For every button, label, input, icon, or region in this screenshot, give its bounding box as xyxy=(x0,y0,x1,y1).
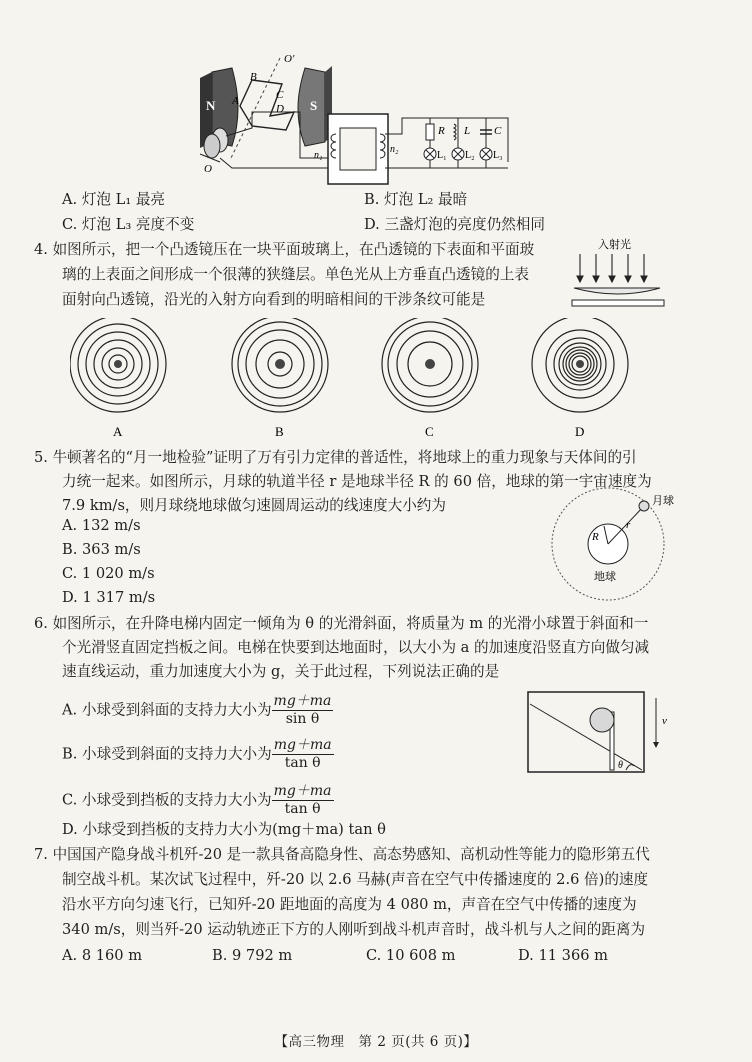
q5-line-2: 力统一起来。如图所示，月球的轨道半径 r 是地球半径 R 的 60 倍，地球的第一宇宙速度为 xyxy=(62,473,652,490)
q6-line-1: 6. 如图所示，在升降电梯内固定一倾角为 θ 的光滑斜面，将质量为 m 的光滑小球置于斜面和一 xyxy=(34,615,649,632)
q6-option-d: D. 小球受到挡板的支持力大小为(mg＋ma) tan θ xyxy=(62,821,386,838)
svg-text:C: C xyxy=(494,125,502,137)
svg-text:月球: 月球 xyxy=(652,495,674,507)
svg-text:r: r xyxy=(626,519,631,531)
q7-line-2: 制空战斗机。某次试飞过程中，歼-20 以 2.6 马赫(声音在空气中传播速度的 2.6 倍)的速度 xyxy=(62,871,649,888)
svg-text:θ: θ xyxy=(618,760,623,771)
svg-text:n₁: n₁ xyxy=(314,150,323,161)
svg-text:C: C xyxy=(276,89,284,101)
q7-option-c: C. 10 608 m xyxy=(366,947,456,964)
q4-line-1: 4. 如图所示，把一个凸透镜压在一块平面玻璃上，在凸透镜的下表面和平面玻 xyxy=(34,241,535,258)
svg-text:D: D xyxy=(276,103,284,115)
q3-option-a: A. 灯泡 L₁ 最亮 xyxy=(62,191,166,208)
q7-line-1: 7. 中国国产隐身战斗机歼-20 是一款具备高隐身性、高态势感知、高机动性等能力的隐形第五代 xyxy=(34,846,650,863)
svg-text:入射光: 入射光 xyxy=(598,239,631,251)
svg-text:O: O xyxy=(204,163,212,175)
q7-option-d: D. 11 366 m xyxy=(518,947,608,964)
q5-line-3: 7.9 km/s，则月球绕地球做匀速圆周运动的线速度大小约为 xyxy=(62,497,447,514)
q7-option-a: A. 8 160 m xyxy=(62,947,143,964)
q7-line-4: 340 m/s，则当歼-20 运动轨迹正下方的人刚听到战斗机声音时，战斗机与人之间的距离为 xyxy=(62,921,646,938)
q3-option-d: D. 三盏灯泡的亮度仍然相同 xyxy=(364,216,545,233)
svg-text:L: L xyxy=(464,125,471,137)
q6-line-2: 个光滑竖直固定挡板之间。电梯在快要到达地面时，以大小为 a 的加速度沿竖直方向做匀减 xyxy=(62,639,650,656)
svg-text:v: v xyxy=(662,715,667,727)
q7-line-3: 沿水平方向匀速飞行，已知歼-20 距地面的高度为 4 080 m，声音在空气中传播的速度为 xyxy=(62,896,637,913)
q5-option-c: C. 1 020 m/s xyxy=(62,565,155,582)
generator-circuit-figure xyxy=(190,50,520,190)
q6-option-a: A. 小球受到斜面的支持力大小为 $\frac{mg+ma}{\text{sin θ}}$ xyxy=(62,693,332,727)
svg-text:R: R xyxy=(592,531,599,543)
svg-text:L₂: L₂ xyxy=(465,150,475,161)
svg-text:N: N xyxy=(206,98,216,113)
q5-option-d: D. 1 317 m/s xyxy=(62,589,156,606)
svg-text:L₁: L₁ xyxy=(437,150,447,161)
svg-text:L₃: L₃ xyxy=(493,150,503,161)
svg-text:D: D xyxy=(575,424,585,439)
q5-line-1: 5. 牛顿著名的“月一地检验”证明了万有引力定律的普适性，将地球上的重力现象与天体间的引 xyxy=(34,449,637,466)
interference-patterns xyxy=(70,318,680,442)
q6-option-c: C. 小球受到挡板的支持力大小为 $\frac{mg+ma}{\text{tan θ}}$ xyxy=(62,783,332,817)
lens-figure xyxy=(568,238,668,310)
svg-text:地球: 地球 xyxy=(594,571,616,583)
svg-text:C: C xyxy=(425,424,434,439)
q3-option-b: B. 灯泡 L₂ 最暗 xyxy=(364,191,468,208)
svg-text:B: B xyxy=(250,71,257,83)
moon-orbit-figure xyxy=(548,484,678,604)
q6-line-3: 速直线运动，重力加速度大小为 g，关于此过程，下列说法正确的是 xyxy=(62,663,500,680)
q4-line-3: 面射向凸透镜，沿光的入射方向看到的明暗相间的干涉条纹可能是 xyxy=(62,291,486,308)
page-footer: 【高三物理 第 2 页(共 6 页)】 xyxy=(274,1034,478,1050)
q5-option-b: B. 363 m/s xyxy=(62,541,141,558)
elevator-incline-figure xyxy=(524,688,674,776)
svg-text:S: S xyxy=(310,98,318,113)
q6-option-b: B. 小球受到斜面的支持力大小为 $\frac{mg+ma}{\text{tan θ}}$ xyxy=(62,737,332,771)
q5-option-a: A. 132 m/s xyxy=(62,517,141,534)
svg-text:A: A xyxy=(232,95,239,107)
q3-option-c: C. 灯泡 L₃ 亮度不变 xyxy=(62,216,195,233)
svg-text:B: B xyxy=(275,424,284,439)
svg-text:n₂: n₂ xyxy=(390,144,399,155)
svg-text:A: A xyxy=(113,424,123,439)
q4-line-2: 璃的上表面之间形成一个很薄的狭缝层。单色光从上方垂直凸透镜的上表 xyxy=(62,266,530,283)
svg-text:O′: O′ xyxy=(284,53,295,65)
svg-text:R: R xyxy=(438,125,445,137)
q7-option-b: B. 9 792 m xyxy=(212,947,293,964)
